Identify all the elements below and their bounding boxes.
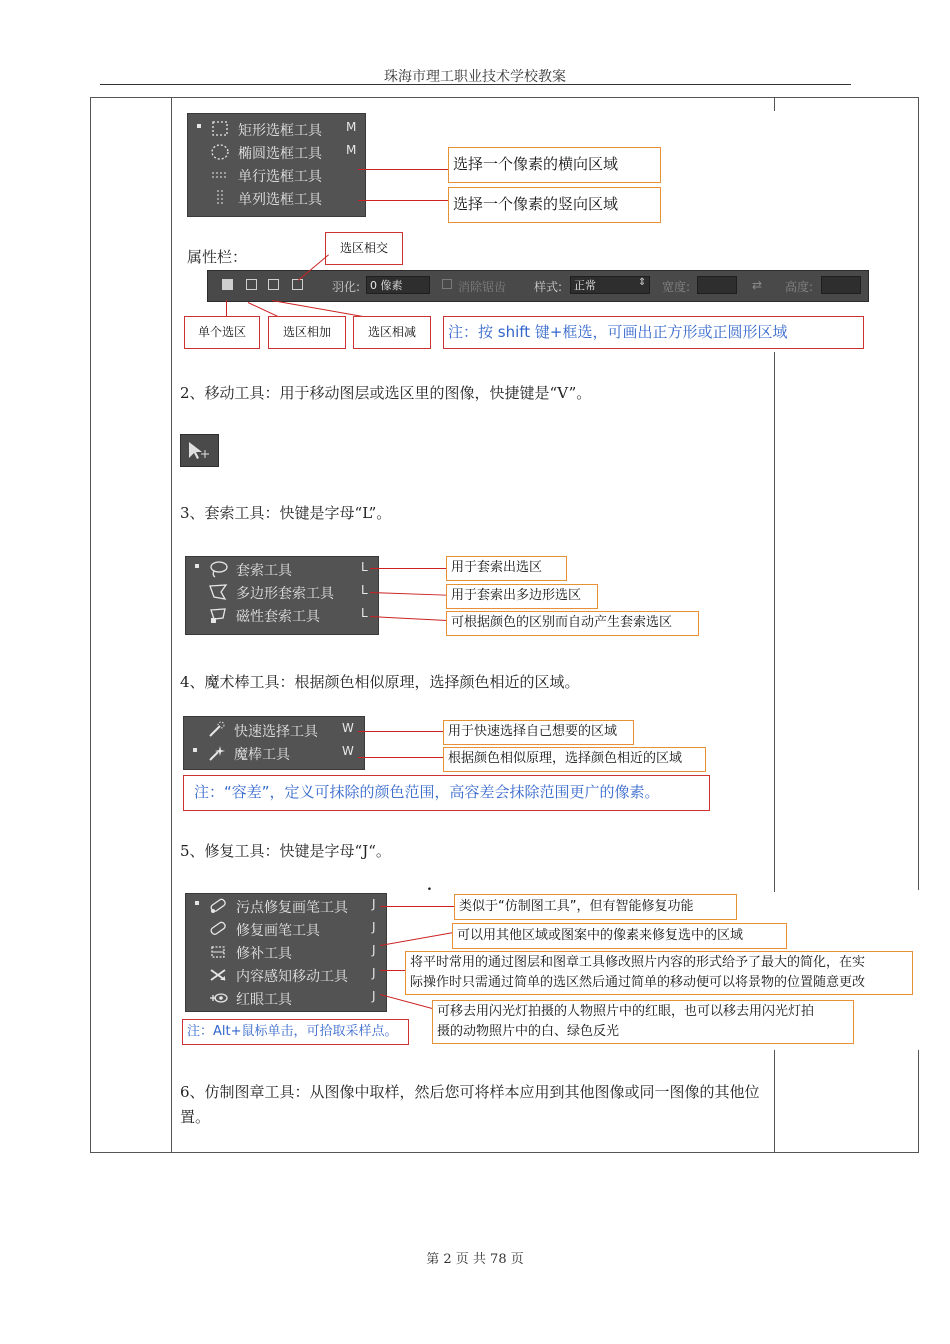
active-bullet [195, 901, 199, 905]
spot-heal-icon [208, 897, 228, 915]
subtract-selection-icon[interactable] [268, 279, 279, 290]
patch-icon [208, 943, 228, 961]
lasso-tool-row[interactable] [186, 558, 378, 580]
style-select[interactable]: 正常 [570, 276, 650, 294]
heal-tool-row[interactable] [186, 941, 386, 963]
feather-label: 羽化: [332, 280, 361, 294]
heal-tool-text: 5、修复工具：快键是字母“J“。 [180, 842, 391, 860]
height-label: 高度: [785, 280, 814, 294]
new-selection-icon[interactable] [222, 279, 233, 290]
heal-tool-row[interactable] [186, 987, 386, 1009]
width-input[interactable] [697, 276, 737, 294]
tool-shortcut: M [346, 143, 357, 157]
red-eye-icon [208, 989, 228, 1007]
spot-heal-callout: 类似于“仿制图工具”，但有智能修复功能 [454, 894, 737, 920]
connector-line [370, 568, 447, 569]
quick-select-callout: 用于快速选择自己想要的区域 [443, 720, 634, 745]
quick-select-icon [206, 721, 226, 739]
style-select-arrow-icon: ⇕ [638, 277, 647, 288]
lasso-tool-text: 3、套索工具：快键是字母“L”。 [180, 504, 392, 522]
connector-line [370, 592, 447, 596]
heal-brush-callout: 可以用其他区域或图案中的像素来修复选中的区域 [452, 923, 787, 949]
tool-label: 套索工具 [236, 563, 292, 579]
callout-line: 际操作时只需通过简单的选区然后通过简单的移动便可以将景物的位置随意更改 [410, 975, 866, 990]
tool-label: 快速选择工具 [234, 724, 318, 740]
header-rule [100, 84, 851, 85]
magic-wand-text: 4、魔术棒工具：根据颜色相似原理，选择颜色相近的区域。 [180, 673, 580, 691]
page-header: 珠海市理工职业技术学校教案 [384, 69, 566, 85]
dot-mark: . [427, 878, 432, 894]
active-bullet [197, 124, 201, 128]
magnetic-lasso-icon [208, 606, 228, 624]
options-bar [207, 270, 869, 302]
active-bullet [195, 564, 199, 568]
table-col-divider-2b [774, 352, 775, 892]
polygon-lasso-callout: 用于套索出多边形选区 [446, 584, 598, 609]
tool-shortcut: J [372, 989, 376, 1003]
options-note: 注：按 shift 键+框选，可画出正方形或正圆形区域 [443, 316, 864, 349]
connector-line [380, 932, 453, 946]
table-top-border [90, 97, 919, 98]
label-intersect: 选区相交 [325, 232, 403, 265]
height-input[interactable] [821, 276, 861, 294]
width-label: 宽度: [662, 280, 691, 294]
table-right-border [918, 97, 919, 890]
connector-line [358, 757, 444, 758]
label-add: 选区相加 [268, 316, 346, 349]
table-bottom-border [90, 1152, 919, 1153]
table-col-divider-1 [171, 97, 172, 1152]
tool-label: 红眼工具 [236, 992, 292, 1008]
magic-tool-panel [183, 716, 365, 770]
tool-label: 污点修复画笔工具 [236, 900, 348, 916]
tool-label: 单行选框工具 [238, 169, 322, 185]
magic-tool-row[interactable] [184, 719, 364, 741]
antialias-label: 消除锯齿 [458, 280, 507, 294]
connector-line [380, 994, 434, 1009]
lasso-tool-panel [185, 556, 379, 635]
connector-line [226, 300, 227, 316]
polygon-lasso-icon [208, 583, 228, 601]
red-eye-callout [432, 1000, 854, 1044]
tool-shortcut: L [361, 606, 368, 620]
connector-line [358, 200, 448, 201]
tool-shortcut: J [372, 966, 376, 980]
heal-tool-row[interactable] [186, 918, 386, 940]
tool-shortcut: L [361, 560, 368, 574]
lasso-tool-row[interactable] [186, 581, 378, 603]
tool-shortcut: L [361, 583, 368, 597]
callout-line: 将平时常用的通过图层和图章工具修改照片内容的形式给予了最大的简化，在实 [410, 955, 866, 970]
tool-shortcut: J [372, 897, 376, 911]
clone-stamp-text: 6、仿制图章工具：从图像中取样，然后您可将样本应用到其他图像或同一图像的其他位置。 [180, 1083, 760, 1126]
ellipse-marquee-icon [210, 143, 230, 161]
heal-tool-panel [185, 893, 387, 1012]
label-subtract: 选区相减 [353, 316, 431, 349]
label-new: 单个选区 [184, 316, 260, 349]
marquee-tool-row[interactable] [188, 187, 365, 209]
feather-input[interactable]: 0 像素 [366, 276, 430, 294]
tolerance-note: 注：“容差”，定义可抹除的颜色范围，高容差会抹除范围更广的像素。 [183, 775, 710, 811]
connector-line [358, 169, 448, 170]
callout-line: 摄的动物照片中的白、绿色反光 [437, 1024, 620, 1039]
tool-label: 内容感知移动工具 [236, 969, 348, 985]
marquee-tool-row[interactable] [188, 164, 365, 186]
rect-marquee-icon [210, 120, 230, 138]
move-tool-text: 2、移动工具：用于移动图层或选区里的图像，快捷键是“V”。 [180, 384, 592, 402]
magic-wand-icon [206, 744, 226, 762]
heal-tool-row[interactable] [186, 895, 386, 917]
tool-label: 多边形套索工具 [236, 586, 334, 602]
tool-label: 魔棒工具 [234, 747, 290, 763]
heal-tool-row[interactable] [186, 964, 386, 986]
tool-label: 修复画笔工具 [236, 923, 320, 939]
alt-click-note: 注：Alt+鼠标单击，可拾取采样点。 [182, 1019, 409, 1045]
marquee-tool-panel [187, 113, 366, 217]
marquee-tool-row[interactable] [188, 141, 365, 163]
magic-tool-row[interactable] [184, 742, 364, 764]
table-left-border [90, 97, 91, 1152]
connector-line [370, 616, 447, 621]
single-row-marquee-icon [210, 166, 230, 184]
tool-label: 椭圆选框工具 [238, 146, 322, 162]
heal-brush-icon [208, 920, 228, 938]
connector-line [358, 731, 444, 732]
active-bullet [193, 748, 197, 752]
tool-shortcut: J [372, 920, 376, 934]
tool-shortcut: W [342, 744, 354, 758]
lasso-icon [208, 560, 228, 578]
tool-shortcut: M [346, 120, 357, 134]
table-right-border-b [918, 1050, 919, 1152]
table-col-divider-2 [774, 97, 775, 111]
page-footer: 第 2 页 共 78 页 [426, 1252, 524, 1267]
single-column-marquee-icon [210, 189, 230, 207]
lasso-tool-row[interactable] [186, 604, 378, 626]
tool-shortcut: J [372, 943, 376, 957]
tool-label: 磁性套索工具 [236, 609, 320, 625]
add-selection-icon[interactable] [246, 279, 257, 290]
antialias-checkbox[interactable] [442, 279, 452, 289]
marquee-callout-row: 选择一个像素的横向区域 [448, 147, 661, 183]
tool-label: 单列选框工具 [238, 192, 322, 208]
table-col-divider-2c [774, 1050, 775, 1152]
connector-line [380, 970, 408, 971]
marquee-callout-column: 选择一个像素的竖向区域 [448, 187, 661, 223]
lasso-callout: 用于套索出选区 [446, 556, 567, 581]
magic-wand-callout: 根据颜色相似原理，选择颜色相近的区域 [443, 747, 706, 772]
style-label: 样式: [534, 280, 563, 294]
options-bar-title: 属性栏： [187, 248, 248, 266]
tool-label: 矩形选框工具 [238, 123, 322, 139]
tool-label: 修补工具 [236, 946, 292, 962]
marquee-tool-row[interactable] [188, 118, 365, 140]
tool-shortcut: W [342, 721, 354, 735]
magnetic-lasso-callout: 可根据颜色的区别而自动产生套索选区 [446, 611, 699, 636]
content-move-callout [405, 951, 913, 995]
content-move-icon [208, 966, 228, 984]
connector-line [380, 906, 454, 907]
swap-icon[interactable]: ⇄ [752, 278, 763, 292]
move-tool-icon[interactable] [180, 434, 219, 467]
callout-line: 可移去用闪光灯拍摄的人物照片中的红眼，也可以移去用闪光灯拍 [437, 1004, 815, 1019]
